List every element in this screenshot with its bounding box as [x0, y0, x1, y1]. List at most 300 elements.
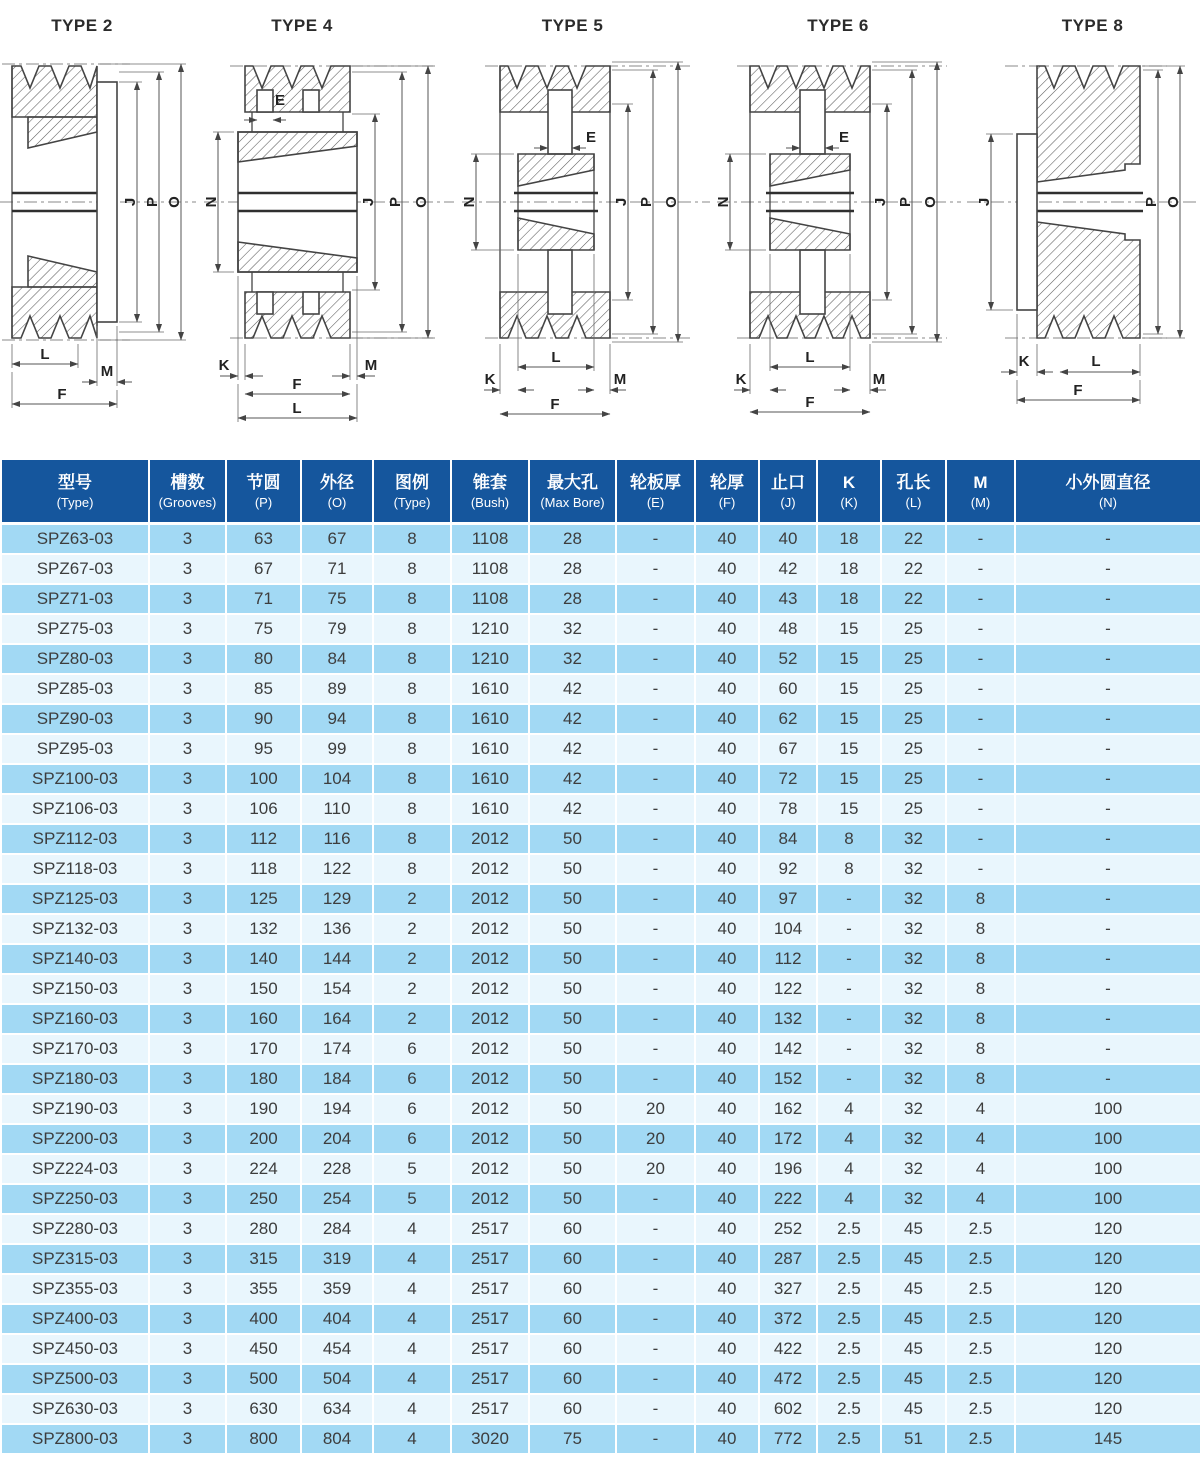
cell: 4 [817, 1124, 881, 1154]
cell: 40 [695, 1184, 759, 1214]
cell: 32 [881, 824, 946, 854]
cell: 3 [149, 674, 226, 704]
cell: 40 [695, 734, 759, 764]
cell: 4 [373, 1244, 451, 1274]
type-4-drawing-icon [200, 42, 460, 432]
cell: - [1015, 584, 1200, 614]
cell: SPZ95-03 [1, 734, 149, 764]
cell: 122 [759, 974, 817, 1004]
col-header-zh: M [973, 472, 988, 492]
cell: 2012 [451, 884, 529, 914]
col-header-zh: 最大孔 [547, 472, 598, 492]
cell: 72 [759, 764, 817, 794]
cell: 45 [881, 1394, 946, 1424]
cell: - [616, 974, 695, 1004]
dim-label-e: E [274, 92, 286, 109]
cell: 2012 [451, 1034, 529, 1064]
diagram-type-5 [460, 16, 715, 452]
col-header-zh: 图例 [395, 472, 429, 492]
cell: 2012 [451, 854, 529, 884]
col-header-11 [817, 459, 881, 523]
cell: - [616, 1364, 695, 1394]
dim-label-f: F [550, 396, 560, 413]
cell: 2012 [451, 1124, 529, 1154]
cell: 602 [759, 1394, 817, 1424]
cell: 8 [373, 523, 451, 554]
dim-label-l: L [292, 400, 302, 417]
dim-label-l: L [40, 346, 50, 363]
cell: 3 [149, 1274, 226, 1304]
cell: SPZ80-03 [1, 644, 149, 674]
cell: - [616, 1034, 695, 1064]
cell: 32 [529, 614, 616, 644]
cell: 804 [301, 1424, 373, 1454]
cell: 84 [759, 824, 817, 854]
cell: 60 [529, 1334, 616, 1364]
dim-label-p: P [897, 196, 914, 208]
dim-label-j: J [122, 197, 139, 207]
type-6-drawing-icon [715, 42, 965, 432]
cell: 8 [373, 854, 451, 884]
cell: 3 [149, 584, 226, 614]
cell: 45 [881, 1214, 946, 1244]
spec-table [0, 458, 1200, 1455]
cell: 25 [881, 704, 946, 734]
cell: 450 [226, 1334, 301, 1364]
dim-label-p: P [638, 196, 655, 208]
cell: 2517 [451, 1214, 529, 1244]
cell: 112 [226, 824, 301, 854]
cell: 170 [226, 1034, 301, 1064]
cell: - [946, 644, 1015, 674]
cell: 8 [373, 584, 451, 614]
col-header-en: (L) [905, 494, 922, 510]
cell: 40 [695, 1214, 759, 1244]
cell: 20 [616, 1124, 695, 1154]
cell: 634 [301, 1394, 373, 1424]
col-header-5 [373, 459, 451, 523]
cell: 32 [881, 1004, 946, 1034]
col-header-3 [226, 459, 301, 523]
cell: 8 [373, 554, 451, 584]
dim-label-m: M [100, 363, 114, 380]
dim-label-k: K [735, 371, 747, 388]
cell: 60 [529, 1304, 616, 1334]
cell: 116 [301, 824, 373, 854]
cell: 3 [149, 974, 226, 1004]
cell: 120 [1015, 1244, 1200, 1274]
cell: - [616, 1064, 695, 1094]
cell: 97 [759, 884, 817, 914]
cell: 50 [529, 854, 616, 884]
cell: 3 [149, 1184, 226, 1214]
cell: 32 [881, 1064, 946, 1094]
table-row [1, 584, 1200, 614]
cell: 3 [149, 1364, 226, 1394]
cell: - [616, 1184, 695, 1214]
cell: 3 [149, 764, 226, 794]
cell: - [1015, 704, 1200, 734]
col-header-zh: 锥套 [473, 472, 507, 492]
cell: 15 [817, 794, 881, 824]
cell: - [1015, 944, 1200, 974]
cell: 42 [529, 734, 616, 764]
cell: 4 [373, 1364, 451, 1394]
table-row [1, 1274, 1200, 1304]
cell: 3 [149, 824, 226, 854]
cell: 120 [1015, 1334, 1200, 1364]
table-row [1, 794, 1200, 824]
cell: SPZ63-03 [1, 523, 149, 554]
cell: 6 [373, 1094, 451, 1124]
cell: - [946, 674, 1015, 704]
cell: - [616, 704, 695, 734]
cell: 60 [529, 1394, 616, 1424]
cell: 60 [529, 1364, 616, 1394]
cell: - [616, 554, 695, 584]
cell: 1610 [451, 764, 529, 794]
table-row [1, 1244, 1200, 1274]
cell: 99 [301, 734, 373, 764]
cell: 84 [301, 644, 373, 674]
cell: 50 [529, 1184, 616, 1214]
cell: 85 [226, 674, 301, 704]
cell: 204 [301, 1124, 373, 1154]
col-header-zh: 小外圆直径 [1065, 472, 1151, 492]
cell: 3 [149, 1334, 226, 1364]
cell: 51 [881, 1424, 946, 1454]
cell: 2 [373, 974, 451, 1004]
cell: - [817, 914, 881, 944]
dim-label-j: J [613, 197, 630, 207]
cell: 50 [529, 1064, 616, 1094]
cell: 3 [149, 734, 226, 764]
table-row [1, 854, 1200, 884]
col-header-en: (Type) [393, 494, 431, 510]
table-row [1, 884, 1200, 914]
cell: 3 [149, 884, 226, 914]
cell: 4 [373, 1274, 451, 1304]
cell: 228 [301, 1154, 373, 1184]
cell: - [946, 734, 1015, 764]
col-header-zh: 止口 [771, 472, 805, 492]
cell: - [616, 584, 695, 614]
dim-label-k: K [1018, 353, 1030, 370]
cell: 2012 [451, 944, 529, 974]
cell: 1108 [451, 554, 529, 584]
cell: 94 [301, 704, 373, 734]
cell: 60 [759, 674, 817, 704]
cell: 50 [529, 1034, 616, 1064]
cell: 3020 [451, 1424, 529, 1454]
dim-label-n: N [203, 196, 220, 208]
cell: 106 [226, 794, 301, 824]
table-row [1, 614, 1200, 644]
diagram-type-8 [965, 16, 1200, 452]
cell: 50 [529, 944, 616, 974]
cell: SPZ500-03 [1, 1364, 149, 1394]
cell: - [1015, 914, 1200, 944]
dim-label-l: L [1091, 353, 1101, 370]
cell: 50 [529, 914, 616, 944]
cell: 2012 [451, 1184, 529, 1214]
cell: 172 [759, 1124, 817, 1154]
cell: 2.5 [817, 1424, 881, 1454]
cell: 2 [373, 884, 451, 914]
table-row [1, 734, 1200, 764]
cell: 71 [301, 554, 373, 584]
cell: 18 [817, 554, 881, 584]
cell: 25 [881, 674, 946, 704]
cell: 2.5 [817, 1394, 881, 1424]
cell: - [946, 584, 1015, 614]
cell: 2517 [451, 1334, 529, 1364]
cell: 40 [695, 1154, 759, 1184]
cell: - [616, 1334, 695, 1364]
table-row [1, 1334, 1200, 1364]
cell: 2012 [451, 974, 529, 1004]
cell: - [616, 824, 695, 854]
cell: 79 [301, 614, 373, 644]
cell: 2517 [451, 1274, 529, 1304]
dim-label-l: L [551, 349, 561, 366]
cell: 254 [301, 1184, 373, 1214]
table-row [1, 764, 1200, 794]
cell: 2012 [451, 1004, 529, 1034]
cell: SPZ190-03 [1, 1094, 149, 1124]
cell: 2.5 [817, 1334, 881, 1364]
col-header-en: (J) [780, 494, 796, 510]
col-header-zh: K [842, 472, 856, 492]
cell: 8 [373, 704, 451, 734]
cell: 2517 [451, 1364, 529, 1394]
cell: 15 [817, 674, 881, 704]
col-header-en: (M) [970, 494, 991, 510]
table-row [1, 1064, 1200, 1094]
cell: 2.5 [946, 1394, 1015, 1424]
cell: 50 [529, 1124, 616, 1154]
cell: 8 [373, 824, 451, 854]
cell: 2.5 [817, 1304, 881, 1334]
diagram-title: TYPE 8 [1061, 16, 1124, 35]
cell: SPZ106-03 [1, 794, 149, 824]
cell: 42 [759, 554, 817, 584]
cell: 800 [226, 1424, 301, 1454]
cell: - [1015, 644, 1200, 674]
cell: SPZ800-03 [1, 1424, 149, 1454]
cell: 40 [695, 944, 759, 974]
cell: 3 [149, 1304, 226, 1334]
table-row [1, 1154, 1200, 1184]
cell: SPZ160-03 [1, 1004, 149, 1034]
table-row [1, 1214, 1200, 1244]
col-header-zh: 型号 [58, 472, 92, 492]
cell: 136 [301, 914, 373, 944]
cell: 4 [373, 1394, 451, 1424]
cell: 145 [1015, 1424, 1200, 1454]
cell: - [616, 523, 695, 554]
cell: 100 [226, 764, 301, 794]
cell: 1610 [451, 794, 529, 824]
cell: 630 [226, 1394, 301, 1424]
table-row [1, 1034, 1200, 1064]
cell: - [946, 794, 1015, 824]
cell: 50 [529, 884, 616, 914]
table-row [1, 824, 1200, 854]
cell: 50 [529, 1094, 616, 1124]
cell: - [616, 734, 695, 764]
cell: 8 [817, 824, 881, 854]
cell: 60 [529, 1244, 616, 1274]
cell: 142 [759, 1034, 817, 1064]
cell: 2517 [451, 1244, 529, 1274]
cell: 2012 [451, 1064, 529, 1094]
cell: 40 [759, 523, 817, 554]
cell: 22 [881, 554, 946, 584]
cell: - [817, 1004, 881, 1034]
cell: 400 [226, 1304, 301, 1334]
cell: 2.5 [817, 1214, 881, 1244]
cell: 252 [759, 1214, 817, 1244]
cell: - [1015, 974, 1200, 1004]
cell: 2.5 [946, 1274, 1015, 1304]
cell: 8 [373, 764, 451, 794]
col-header-10 [759, 459, 817, 523]
cell: 327 [759, 1274, 817, 1304]
col-header-en: (O) [327, 494, 347, 510]
table-row [1, 1394, 1200, 1424]
cell: 8 [946, 1034, 1015, 1064]
cell: 40 [695, 1274, 759, 1304]
cell: 2 [373, 944, 451, 974]
cell: 772 [759, 1424, 817, 1454]
cell: 2.5 [817, 1364, 881, 1394]
cell: 2012 [451, 914, 529, 944]
header-row [1, 459, 1200, 523]
cell: 100 [1015, 1154, 1200, 1184]
col-header-zh: 槽数 [170, 472, 205, 492]
dim-label-p: P [387, 196, 404, 208]
cell: 5 [373, 1184, 451, 1214]
cell: 40 [695, 644, 759, 674]
cell: 40 [695, 523, 759, 554]
col-header-1 [1, 459, 149, 523]
diagram-title: TYPE 5 [541, 16, 604, 35]
cell: 42 [529, 674, 616, 704]
cell: 3 [149, 704, 226, 734]
cell: 40 [695, 794, 759, 824]
table-row [1, 1424, 1200, 1454]
table-row [1, 914, 1200, 944]
diagram-type-4 [200, 16, 460, 452]
cell: 3 [149, 614, 226, 644]
col-header-4 [301, 459, 373, 523]
dim-label-f: F [1073, 382, 1083, 399]
cell: 120 [1015, 1214, 1200, 1244]
diagram-title: TYPE 6 [807, 16, 869, 35]
pulley-diagrams [0, 0, 1200, 452]
diagram-type-2 [0, 16, 200, 452]
cell: SPZ400-03 [1, 1304, 149, 1334]
col-header-6 [451, 459, 529, 523]
cell: 4 [373, 1214, 451, 1244]
cell: 75 [301, 584, 373, 614]
table-row [1, 1124, 1200, 1154]
cell: - [616, 1274, 695, 1304]
cell: 4 [373, 1304, 451, 1334]
cell: 28 [529, 554, 616, 584]
cell: 2012 [451, 1094, 529, 1124]
cell: 1610 [451, 704, 529, 734]
table-row [1, 1184, 1200, 1214]
cell: 2.5 [817, 1274, 881, 1304]
table-row [1, 1094, 1200, 1124]
cell: 3 [149, 1424, 226, 1454]
cell: 40 [695, 614, 759, 644]
cell: 404 [301, 1304, 373, 1334]
cell: 78 [759, 794, 817, 824]
cell: SPZ75-03 [1, 614, 149, 644]
cell: SPZ112-03 [1, 824, 149, 854]
cell: 71 [226, 584, 301, 614]
cell: 40 [695, 554, 759, 584]
cell: 18 [817, 523, 881, 554]
col-header-zh: 轮厚 [710, 472, 744, 492]
cell: 28 [529, 584, 616, 614]
cell: - [616, 1244, 695, 1274]
cell: 118 [226, 854, 301, 884]
cell: 15 [817, 644, 881, 674]
cell: SPZ315-03 [1, 1244, 149, 1274]
cell: 472 [759, 1364, 817, 1394]
col-header-en: (E) [646, 494, 665, 510]
cell: - [616, 794, 695, 824]
diagram-type-6 [715, 16, 965, 452]
cell: SPZ71-03 [1, 584, 149, 614]
cell: 3 [149, 644, 226, 674]
cell: 359 [301, 1274, 373, 1304]
cell: - [616, 1214, 695, 1244]
cell: 454 [301, 1334, 373, 1364]
cell: SPZ450-03 [1, 1334, 149, 1364]
cell: - [1015, 824, 1200, 854]
cell: 28 [529, 523, 616, 554]
dim-label-m: M [872, 371, 886, 388]
cell: 15 [817, 614, 881, 644]
cell: 4 [817, 1094, 881, 1124]
cell: - [946, 764, 1015, 794]
cell: 32 [881, 974, 946, 1004]
cell: - [817, 884, 881, 914]
col-header-13 [946, 459, 1015, 523]
cell: 92 [759, 854, 817, 884]
cell: 3 [149, 554, 226, 584]
cell: 6 [373, 1034, 451, 1064]
cell: 1610 [451, 734, 529, 764]
cell: 32 [881, 944, 946, 974]
table-row [1, 554, 1200, 584]
cell: - [946, 614, 1015, 644]
cell: 1610 [451, 674, 529, 704]
cell: 62 [759, 704, 817, 734]
cell: 120 [1015, 1274, 1200, 1304]
cell: 150 [226, 974, 301, 1004]
cell: 8 [373, 644, 451, 674]
cell: 25 [881, 644, 946, 674]
cell: - [946, 523, 1015, 554]
cell: 48 [759, 614, 817, 644]
cell: 152 [759, 1064, 817, 1094]
